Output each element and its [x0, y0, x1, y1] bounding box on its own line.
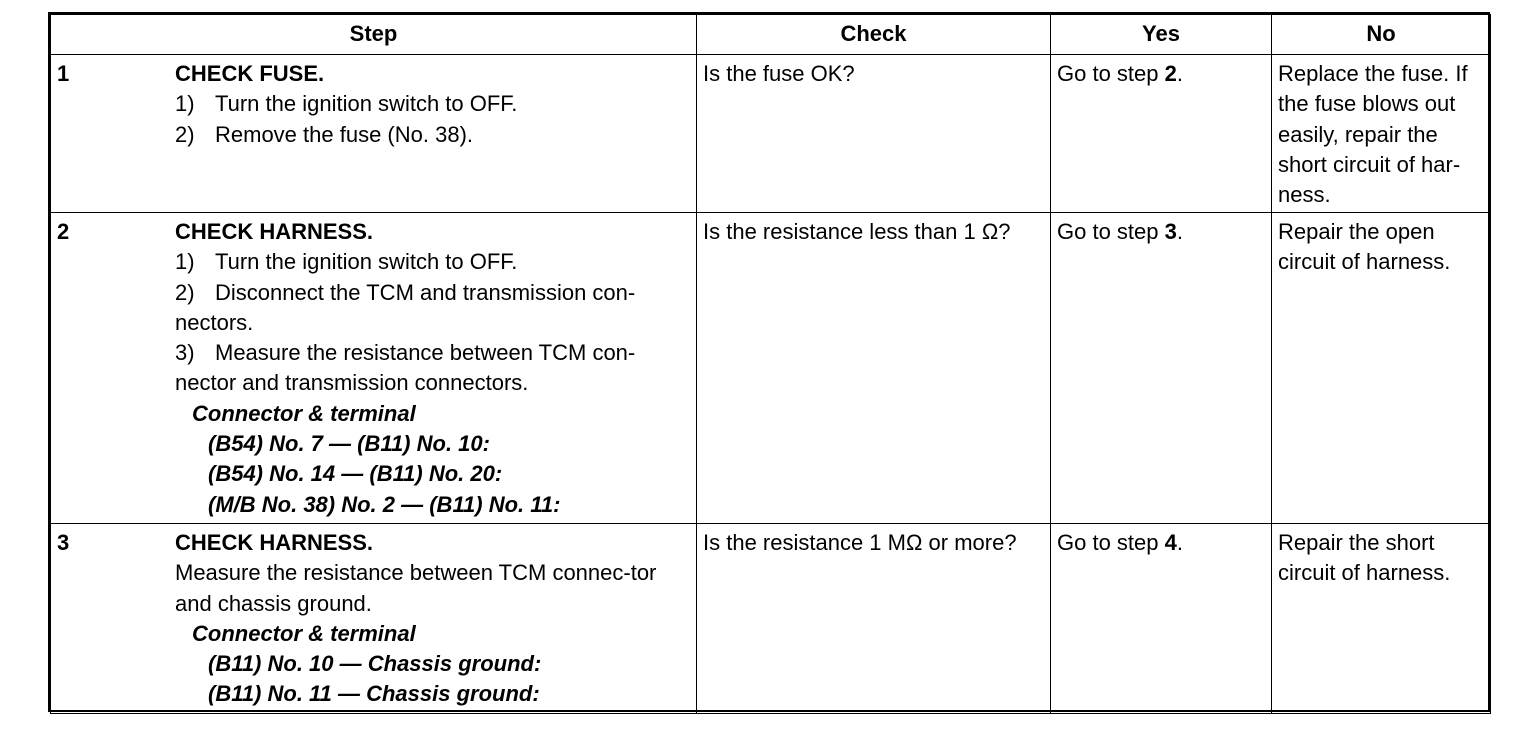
diagnostic-table-frame	[48, 12, 1490, 712]
yes-prefix: Go to step	[1057, 530, 1159, 555]
no-cell	[1272, 213, 1491, 524]
yes-cell	[1051, 524, 1272, 714]
yes-text	[1051, 524, 1271, 558]
yes-text	[1051, 55, 1271, 89]
yes-cell	[1051, 55, 1272, 213]
connector-terminal-item: (B11) No. 11 — Chassis ground:	[208, 681, 540, 707]
header-yes: Yes	[1051, 15, 1272, 55]
table-row	[51, 213, 1491, 524]
substep	[175, 338, 690, 399]
substep-text: Turn the ignition switch to OFF.	[215, 91, 518, 117]
substep-text: Remove the fuse (No. 38).	[215, 121, 474, 147]
header-no: No	[1272, 15, 1491, 55]
substep-number: 3)	[175, 340, 195, 366]
check-text: Is the resistance less than 1 Ω?	[703, 219, 1011, 244]
connector-terminal-item: (B54) No. 14 — (B11) No. 20:	[208, 461, 503, 487]
check-text: Is the fuse OK?	[703, 61, 855, 86]
step-number: 3	[57, 530, 70, 555]
substep	[175, 120, 690, 150]
check-cell	[697, 55, 1051, 213]
yes-suffix: .	[1176, 61, 1184, 86]
yes-step-number: 4	[1164, 530, 1177, 555]
table-header-row	[51, 15, 1491, 55]
substep	[175, 247, 690, 277]
connector-terminal-item: (B11) No. 10 — Chassis ground:	[208, 651, 542, 677]
substep-text: Measure the resistance between TCM con-nector and transmission connectors.	[175, 340, 636, 396]
step-body	[51, 213, 696, 520]
yes-prefix: Go to step	[1057, 61, 1159, 86]
step-cell	[51, 524, 697, 714]
yes-text	[1051, 213, 1271, 247]
no-text: Replace the fuse. If the fuse blows out easily, repair the short circuit of har-ness.	[1278, 61, 1468, 208]
no-cell	[1272, 55, 1491, 213]
check-text: Is the resistance 1 MΩ or more?	[703, 530, 1017, 555]
check-cell	[697, 524, 1051, 714]
no-text: Repair the open circuit of harness.	[1278, 219, 1451, 275]
diagnostic-table	[50, 14, 1491, 714]
step-body	[51, 55, 696, 150]
substep-number: 2)	[175, 121, 195, 147]
step-cell	[51, 213, 697, 524]
header-step: Step	[51, 15, 697, 55]
substep-number: 1)	[175, 249, 195, 275]
yes-suffix: .	[1176, 530, 1184, 555]
connector-terminal-heading: Connector & terminal	[192, 620, 416, 646]
step-number: 1	[57, 61, 70, 86]
no-text: Repair the short circuit of harness.	[1278, 530, 1451, 586]
substep-number: 1)	[175, 91, 195, 117]
substep	[175, 278, 690, 339]
header-check: Check	[697, 15, 1051, 55]
connector-terminal-item: (B54) No. 7 — (B11) No. 10:	[208, 431, 490, 457]
step-number: 2	[57, 219, 70, 244]
substep-text: Turn the ignition switch to OFF.	[215, 249, 518, 275]
no-cell	[1272, 524, 1491, 714]
table-row	[51, 524, 1491, 714]
connector-terminal-item: (M/B No. 38) No. 2 — (B11) No. 11:	[208, 491, 561, 517]
substep-text: Disconnect the TCM and transmission con-nectors.	[175, 279, 636, 335]
substep	[175, 89, 690, 119]
connector-terminal-heading: Connector & terminal	[192, 400, 416, 426]
step-body	[51, 524, 696, 710]
yes-prefix: Go to step	[1057, 219, 1159, 244]
step-title: CHECK HARNESS.	[175, 219, 374, 244]
step-description: Measure the resistance between TCM connec-tor and chassis ground.	[175, 560, 657, 616]
yes-cell	[1051, 213, 1272, 524]
yes-step-number: 2	[1164, 61, 1177, 86]
step-cell	[51, 55, 697, 213]
yes-step-number: 3	[1164, 219, 1177, 244]
yes-suffix: .	[1176, 219, 1184, 244]
step-title: CHECK HARNESS.	[175, 530, 374, 555]
check-cell	[697, 213, 1051, 524]
table-row	[51, 55, 1491, 213]
step-title: CHECK FUSE.	[175, 61, 325, 86]
substep-number: 2)	[175, 279, 195, 305]
